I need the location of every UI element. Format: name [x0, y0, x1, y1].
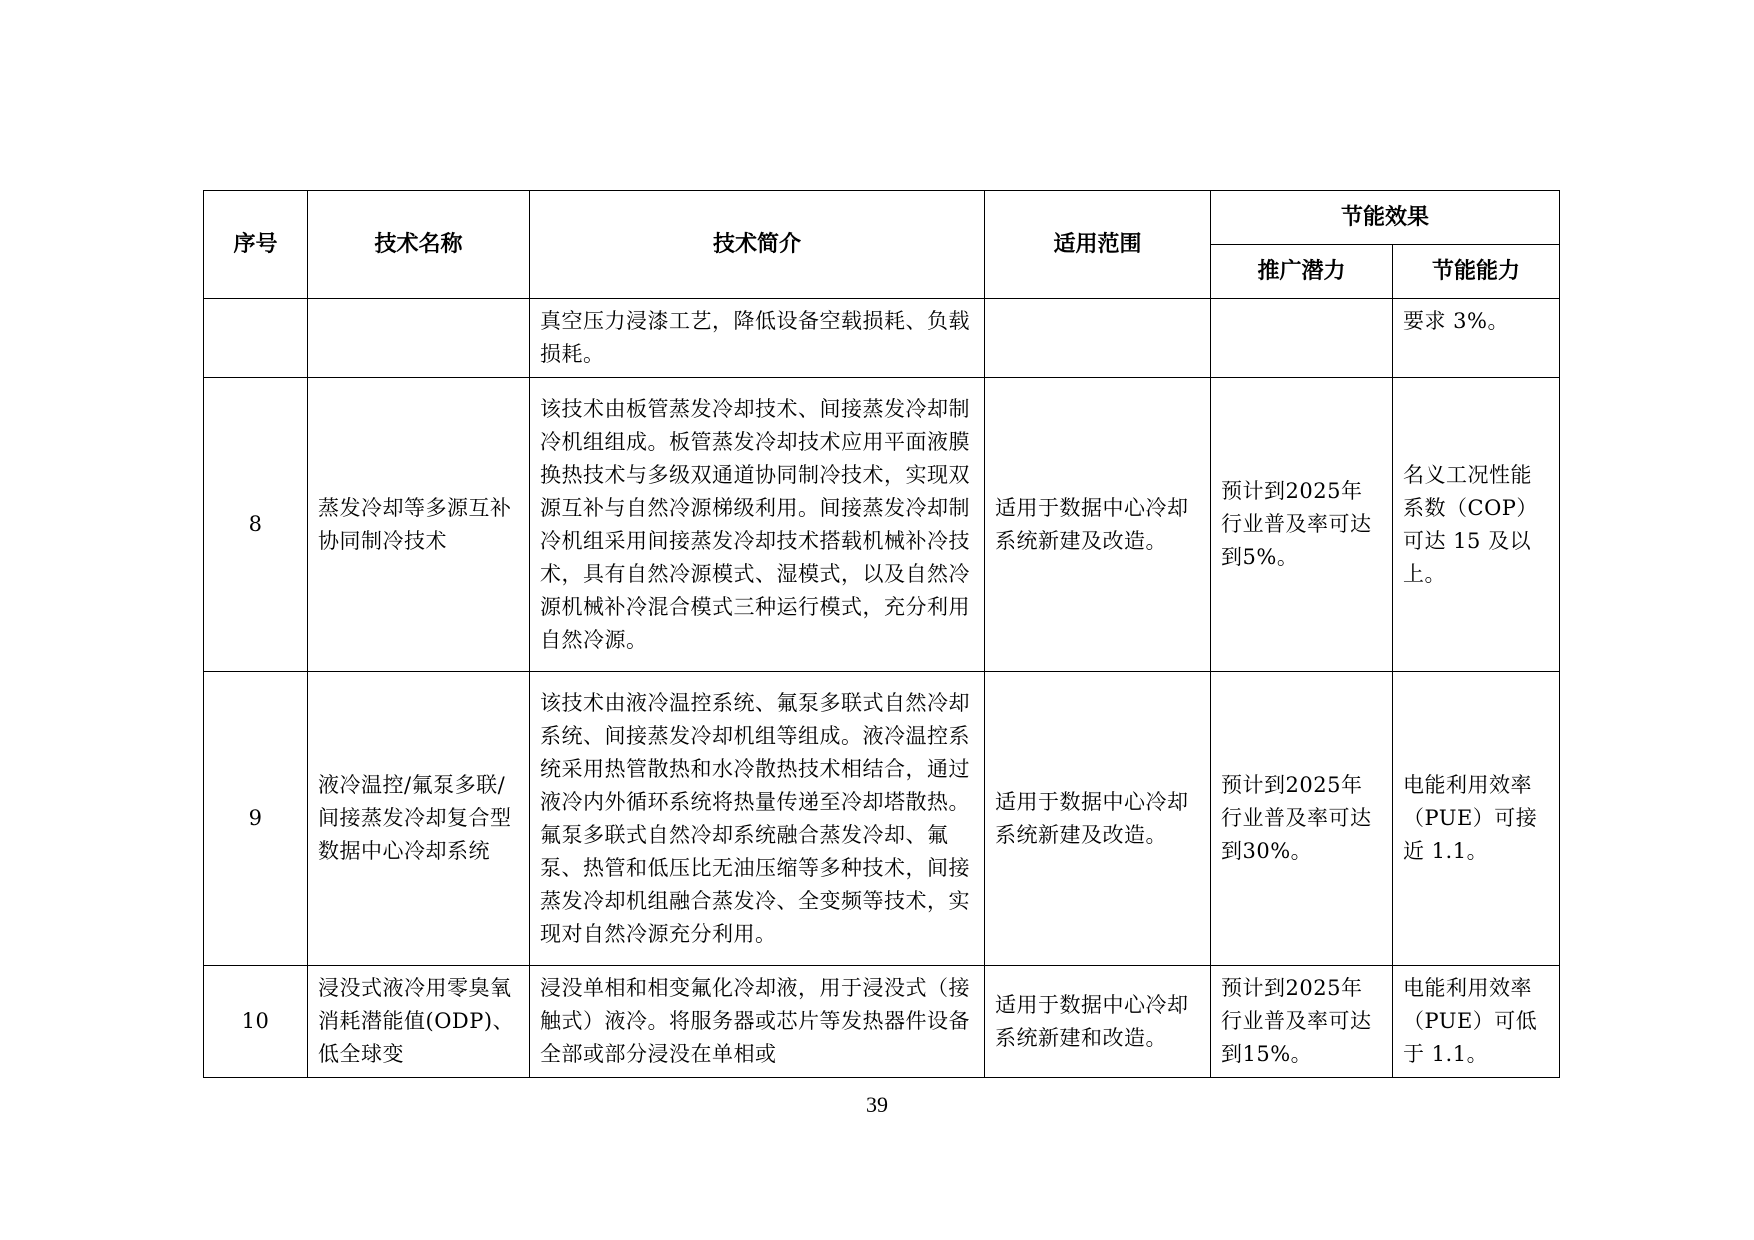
row-capability: 名义工况性能系数（COP）可达 15 及以上。 — [1393, 378, 1560, 672]
row-tech-intro: 该技术由液冷温控系统、氟泵多联式自然冷却系统、间接蒸发冷却机组等组成。液冷温控系统采用热管散热和水冷散热技术相结合，通过液冷内外循环系统将热量传递至冷却塔散热。氟泵多联式自然冷却系统融合蒸发冷却、氟泵、热管和低压比无油压缩等多种技术，间接蒸发冷却机组融合蒸发冷、全变频等技术，实现对自然冷源充分利用。 — [530, 672, 985, 966]
header-saving-capability: 节能能力 — [1393, 245, 1560, 299]
table-row — [204, 299, 1560, 378]
row-tech-intro: 真空压力浸漆工艺，降低设备空载损耗、负载损耗。 — [530, 299, 985, 378]
header-promotion-potential: 推广潜力 — [1211, 245, 1393, 299]
header-scope: 适用范围 — [985, 191, 1211, 299]
row-tech-name — [308, 299, 530, 378]
row-capability: 要求 3%。 — [1393, 299, 1560, 378]
row-tech-intro: 浸没单相和相变氟化冷却液，用于浸没式（接触式）液冷。将服务器或芯片等发热器件设备全部或部分浸没在单相或 — [530, 966, 985, 1078]
row-potential: 预计到2025年行业普及率可达到15%。 — [1211, 966, 1393, 1078]
row-index — [204, 299, 308, 378]
row-tech-name: 液冷温控/氟泵多联/间接蒸发冷却复合型数据中心冷却系统 — [308, 672, 530, 966]
row-index: 9 — [204, 672, 308, 966]
row-index: 8 — [204, 378, 308, 672]
row-scope: 适用于数据中心冷却系统新建和改造。 — [985, 966, 1211, 1078]
table-row — [204, 966, 1560, 1078]
header-energy-effect: 节能效果 — [1211, 191, 1560, 245]
technology-table — [203, 190, 1560, 1078]
row-tech-name: 浸没式液冷用零臭氧消耗潜能值(ODP)、低全球变 — [308, 966, 530, 1078]
header-tech-name: 技术名称 — [308, 191, 530, 299]
row-index: 10 — [204, 966, 308, 1078]
header-index: 序号 — [204, 191, 308, 299]
page-number: 39 — [866, 1092, 888, 1117]
row-scope — [985, 299, 1211, 378]
row-scope: 适用于数据中心冷却系统新建及改造。 — [985, 378, 1211, 672]
row-potential: 预计到2025年行业普及率可达到30%。 — [1211, 672, 1393, 966]
row-capability: 电能利用效率（PUE）可低于 1.1。 — [1393, 966, 1560, 1078]
row-potential — [1211, 299, 1393, 378]
row-scope: 适用于数据中心冷却系统新建及改造。 — [985, 672, 1211, 966]
table-row — [204, 378, 1560, 672]
row-capability: 电能利用效率（PUE）可接近 1.1。 — [1393, 672, 1560, 966]
header-tech-intro: 技术简介 — [530, 191, 985, 299]
row-tech-name: 蒸发冷却等多源互补协同制冷技术 — [308, 378, 530, 672]
table-row — [204, 672, 1560, 966]
row-tech-intro: 该技术由板管蒸发冷却技术、间接蒸发冷却制冷机组组成。板管蒸发冷却技术应用平面液膜换热技术与多级双通道协同制冷技术，实现双源互补与自然冷源梯级利用。间接蒸发冷却制冷机组采用间接蒸发冷却技术搭载机械补冷技术，具有自然冷源模式、湿模式，以及自然冷源机械补冷混合模式三种运行模式，充分利用自然冷源。 — [530, 378, 985, 672]
row-potential: 预计到2025年行业普及率可达到5%。 — [1211, 378, 1393, 672]
